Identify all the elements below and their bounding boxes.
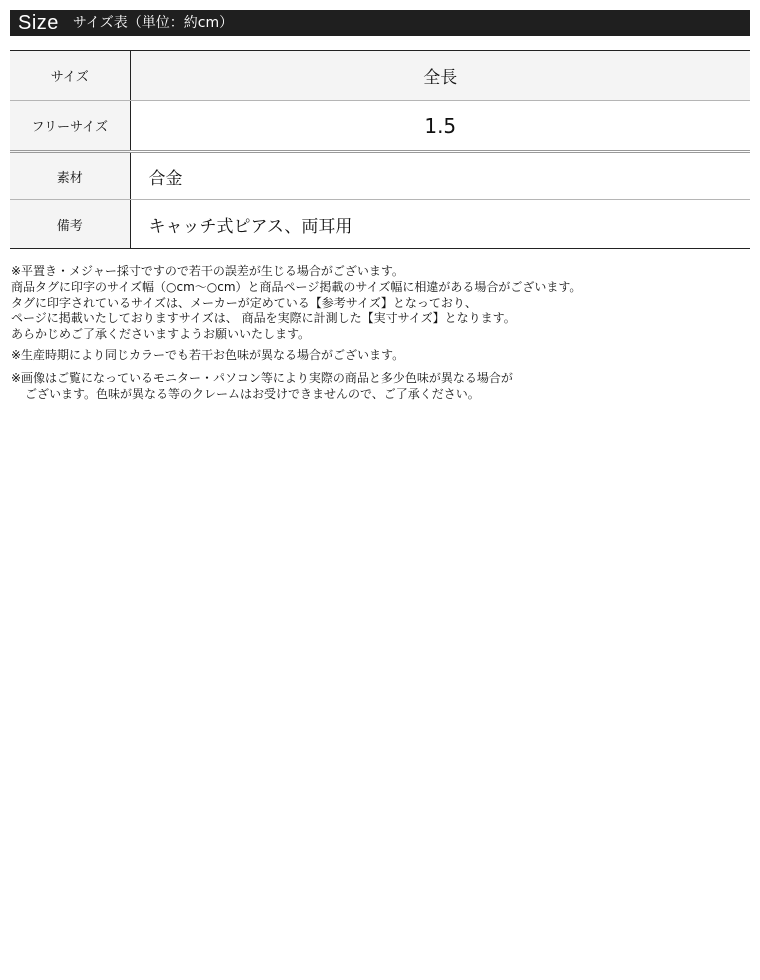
color-lot-note: [11, 348, 751, 364]
measurement-notes: [11, 264, 751, 343]
table-header-row: [10, 51, 750, 101]
table-row-material: [10, 152, 750, 200]
size-table-header: [10, 10, 750, 36]
size-table: [10, 50, 750, 249]
size-heading: Size: [18, 12, 59, 34]
size-table-subtitle: サイズ表（単位：約cm）: [72, 15, 234, 31]
note-line: タグに印字されているサイズは、メーカーが定めている【参考サイズ】となっており、: [11, 295, 477, 310]
material-value: 合金: [130, 152, 750, 200]
note-line: ※画像はご覧になっているモニター・パソコン等により実際の商品と多少色味が異なる場合が: [11, 370, 513, 385]
size-notes: [11, 264, 751, 402]
remarks-value: キャッチ式ピアス、両耳用: [130, 200, 750, 249]
note-line: ページに掲載いたしておりますサイズは、 商品を実際に計測した【実寸サイズ】となります。: [11, 311, 516, 326]
table-row-free-size: [10, 101, 750, 152]
note-line: ※平置き・メジャー採寸ですので若干の誤差が生じる場合がございます。: [11, 264, 404, 278]
monitor-color-note: [11, 371, 751, 403]
remarks-label: 備考: [10, 200, 130, 249]
table-row-remarks: [10, 200, 750, 249]
free-size-length-value: 1.5: [130, 101, 750, 152]
length-column-header: 全長: [130, 51, 750, 101]
size-column-header: サイズ: [10, 51, 130, 101]
note-line: あらかじめご了承くださいますようお願いいたします。: [11, 327, 311, 342]
note-line: ※生産時期により同じカラーでも若干お色味が異なる場合がございます。: [11, 347, 405, 362]
material-label: 素材: [10, 152, 130, 200]
note-line: 商品タグに印字のサイズ幅（○cm〜○cm）と商品ページ掲載のサイズ幅に相違がある場合がございます。: [11, 279, 582, 294]
free-size-label: フリーサイズ: [10, 101, 130, 152]
note-line: ございます。色味が異なる等のクレームはお受けできませんので、ご了承ください。: [25, 386, 480, 401]
